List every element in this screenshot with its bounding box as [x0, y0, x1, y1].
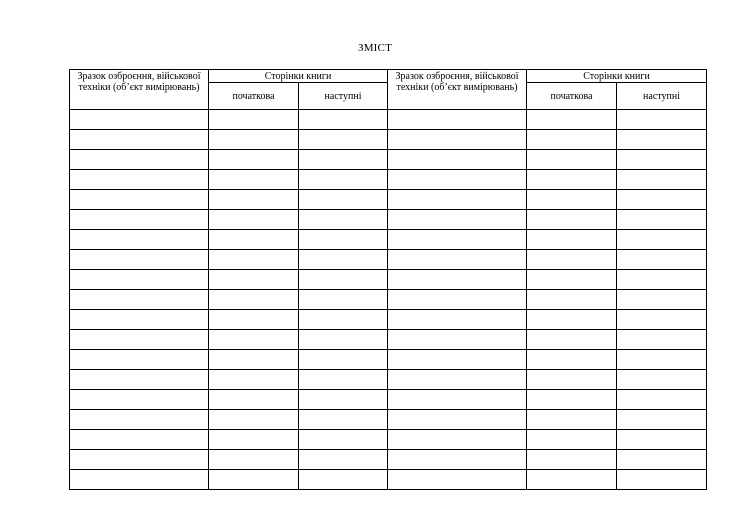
document-title: ЗМІСТ — [357, 42, 392, 54]
table-cell[interactable] — [70, 350, 209, 370]
table-cell[interactable] — [70, 150, 209, 170]
header-next-left: наступні — [299, 83, 388, 110]
table-cell[interactable] — [388, 330, 527, 350]
table-cell[interactable] — [70, 390, 209, 410]
table-cell[interactable] — [527, 430, 617, 450]
table-cell[interactable] — [388, 150, 527, 170]
header-pages-left: Сторінки книги — [209, 70, 388, 83]
table-row — [70, 130, 707, 150]
table-cell[interactable] — [617, 370, 707, 390]
table-cell[interactable] — [209, 310, 299, 330]
table-row — [70, 350, 707, 370]
table-cell[interactable] — [299, 250, 388, 270]
table-cell[interactable] — [617, 350, 707, 370]
table-cell[interactable] — [527, 310, 617, 330]
table-cell[interactable] — [209, 230, 299, 250]
table-cell[interactable] — [617, 150, 707, 170]
table-cell[interactable] — [299, 410, 388, 430]
table-cell[interactable] — [388, 370, 527, 390]
table-row — [70, 310, 707, 330]
table-cell[interactable] — [209, 130, 299, 150]
table-cell[interactable] — [299, 470, 388, 490]
table-cell[interactable] — [388, 310, 527, 330]
table-cell[interactable] — [617, 430, 707, 450]
table-cell[interactable] — [209, 110, 299, 130]
table-cell[interactable] — [209, 410, 299, 430]
table-cell[interactable] — [388, 210, 527, 230]
table-cell[interactable] — [388, 190, 527, 210]
table-cell[interactable] — [299, 210, 388, 230]
table-cell[interactable] — [70, 190, 209, 210]
table-cell[interactable] — [299, 330, 388, 350]
table-cell[interactable] — [209, 150, 299, 170]
table-row — [70, 450, 707, 470]
header-item-right: Зразок озброєння, військової техніки (об’єкт вимірювань) — [388, 70, 527, 110]
table-cell[interactable] — [388, 270, 527, 290]
table-row — [70, 190, 707, 210]
table-cell[interactable] — [617, 470, 707, 490]
table-cell[interactable] — [299, 190, 388, 210]
table-cell[interactable] — [617, 450, 707, 470]
table-row — [70, 470, 707, 490]
table-cell[interactable] — [527, 130, 617, 150]
table-row — [70, 250, 707, 270]
table-cell[interactable] — [617, 390, 707, 410]
contents-table — [69, 69, 707, 490]
table-cell[interactable] — [209, 450, 299, 470]
table-cell[interactable] — [299, 450, 388, 470]
table-cell[interactable] — [70, 430, 209, 450]
table-cell[interactable] — [209, 430, 299, 450]
table-cell[interactable] — [617, 290, 707, 310]
table-cell[interactable] — [388, 390, 527, 410]
table-row — [70, 410, 707, 430]
table-cell[interactable] — [388, 470, 527, 490]
table-cell[interactable] — [527, 350, 617, 370]
table-cell[interactable] — [70, 330, 209, 350]
table-cell[interactable] — [527, 230, 617, 250]
table-cell[interactable] — [617, 330, 707, 350]
table-cell[interactable] — [527, 110, 617, 130]
table-cell[interactable] — [388, 430, 527, 450]
table-cell[interactable] — [70, 450, 209, 470]
table-cell[interactable] — [209, 350, 299, 370]
table-cell[interactable] — [299, 370, 388, 390]
table-row — [70, 290, 707, 310]
table-cell[interactable] — [527, 210, 617, 230]
table-cell[interactable] — [527, 250, 617, 270]
table-cell[interactable] — [209, 170, 299, 190]
table-row — [70, 230, 707, 250]
table-cell[interactable] — [299, 390, 388, 410]
table-cell[interactable] — [209, 190, 299, 210]
table-cell[interactable] — [299, 230, 388, 250]
table-cell[interactable] — [299, 430, 388, 450]
table-cell[interactable] — [299, 110, 388, 130]
table-cell[interactable] — [299, 350, 388, 370]
header-item-left: Зразок озброєння, військової техніки (об’єкт вимірювань) — [70, 70, 209, 110]
table-row — [70, 150, 707, 170]
table-cell[interactable] — [527, 370, 617, 390]
table-cell[interactable] — [388, 410, 527, 430]
table-cell[interactable] — [299, 130, 388, 150]
table-cell[interactable] — [527, 290, 617, 310]
table-cell[interactable] — [299, 270, 388, 290]
table-row — [70, 390, 707, 410]
table-cell[interactable] — [70, 290, 209, 310]
table-cell[interactable] — [299, 290, 388, 310]
table-cell[interactable] — [617, 270, 707, 290]
table-cell[interactable] — [70, 310, 209, 330]
table-row — [70, 430, 707, 450]
table-cell[interactable] — [617, 170, 707, 190]
table-cell[interactable] — [617, 230, 707, 250]
table-cell[interactable] — [70, 370, 209, 390]
table-cell[interactable] — [527, 450, 617, 470]
table-cell[interactable] — [388, 450, 527, 470]
table-row — [70, 330, 707, 350]
table-cell[interactable] — [70, 130, 209, 150]
table-cell[interactable] — [617, 210, 707, 230]
table-cell[interactable] — [70, 210, 209, 230]
table-cell[interactable] — [299, 310, 388, 330]
table-cell[interactable] — [527, 190, 617, 210]
table-cell[interactable] — [388, 230, 527, 250]
table-cell[interactable] — [209, 250, 299, 270]
table-cell[interactable] — [299, 150, 388, 170]
table-row — [70, 210, 707, 230]
table-cell[interactable] — [70, 110, 209, 130]
table-cell[interactable] — [527, 390, 617, 410]
table-cell[interactable] — [388, 290, 527, 310]
table-cell[interactable] — [388, 250, 527, 270]
table-cell[interactable] — [617, 250, 707, 270]
table-row — [70, 110, 707, 130]
table-cell[interactable] — [527, 270, 617, 290]
table-cell[interactable] — [388, 170, 527, 190]
table-cell[interactable] — [209, 290, 299, 310]
table-cell[interactable] — [617, 110, 707, 130]
table-cell[interactable] — [617, 130, 707, 150]
table-cell[interactable] — [617, 310, 707, 330]
header-next-right: наступні — [617, 83, 707, 110]
table-cell[interactable] — [388, 110, 527, 130]
table-cell[interactable] — [209, 330, 299, 350]
table-cell[interactable] — [70, 170, 209, 190]
table-cell[interactable] — [388, 130, 527, 150]
table-cell[interactable] — [209, 370, 299, 390]
header-start-right: початкова — [527, 83, 617, 110]
header-pages-right: Сторінки книги — [527, 70, 707, 83]
table-row — [70, 370, 707, 390]
table-cell[interactable] — [209, 390, 299, 410]
table-cell[interactable] — [617, 410, 707, 430]
table-row — [70, 170, 707, 190]
table-cell[interactable] — [527, 470, 617, 490]
table-cell[interactable] — [70, 470, 209, 490]
table-cell[interactable] — [388, 350, 527, 370]
table-cell[interactable] — [209, 270, 299, 290]
table-cell[interactable] — [70, 250, 209, 270]
table-cell[interactable] — [617, 190, 707, 210]
table-cell[interactable] — [527, 170, 617, 190]
table-cell[interactable] — [209, 210, 299, 230]
table-cell[interactable] — [527, 410, 617, 430]
table-cell[interactable] — [299, 170, 388, 190]
table-cell[interactable] — [527, 330, 617, 350]
table-cell[interactable] — [70, 410, 209, 430]
table-cell[interactable] — [209, 470, 299, 490]
table-cell[interactable] — [70, 230, 209, 250]
header-start-left: початкова — [209, 83, 299, 110]
table-body — [70, 110, 707, 490]
table-row — [70, 270, 707, 290]
table-cell[interactable] — [527, 150, 617, 170]
table-cell[interactable] — [70, 270, 209, 290]
